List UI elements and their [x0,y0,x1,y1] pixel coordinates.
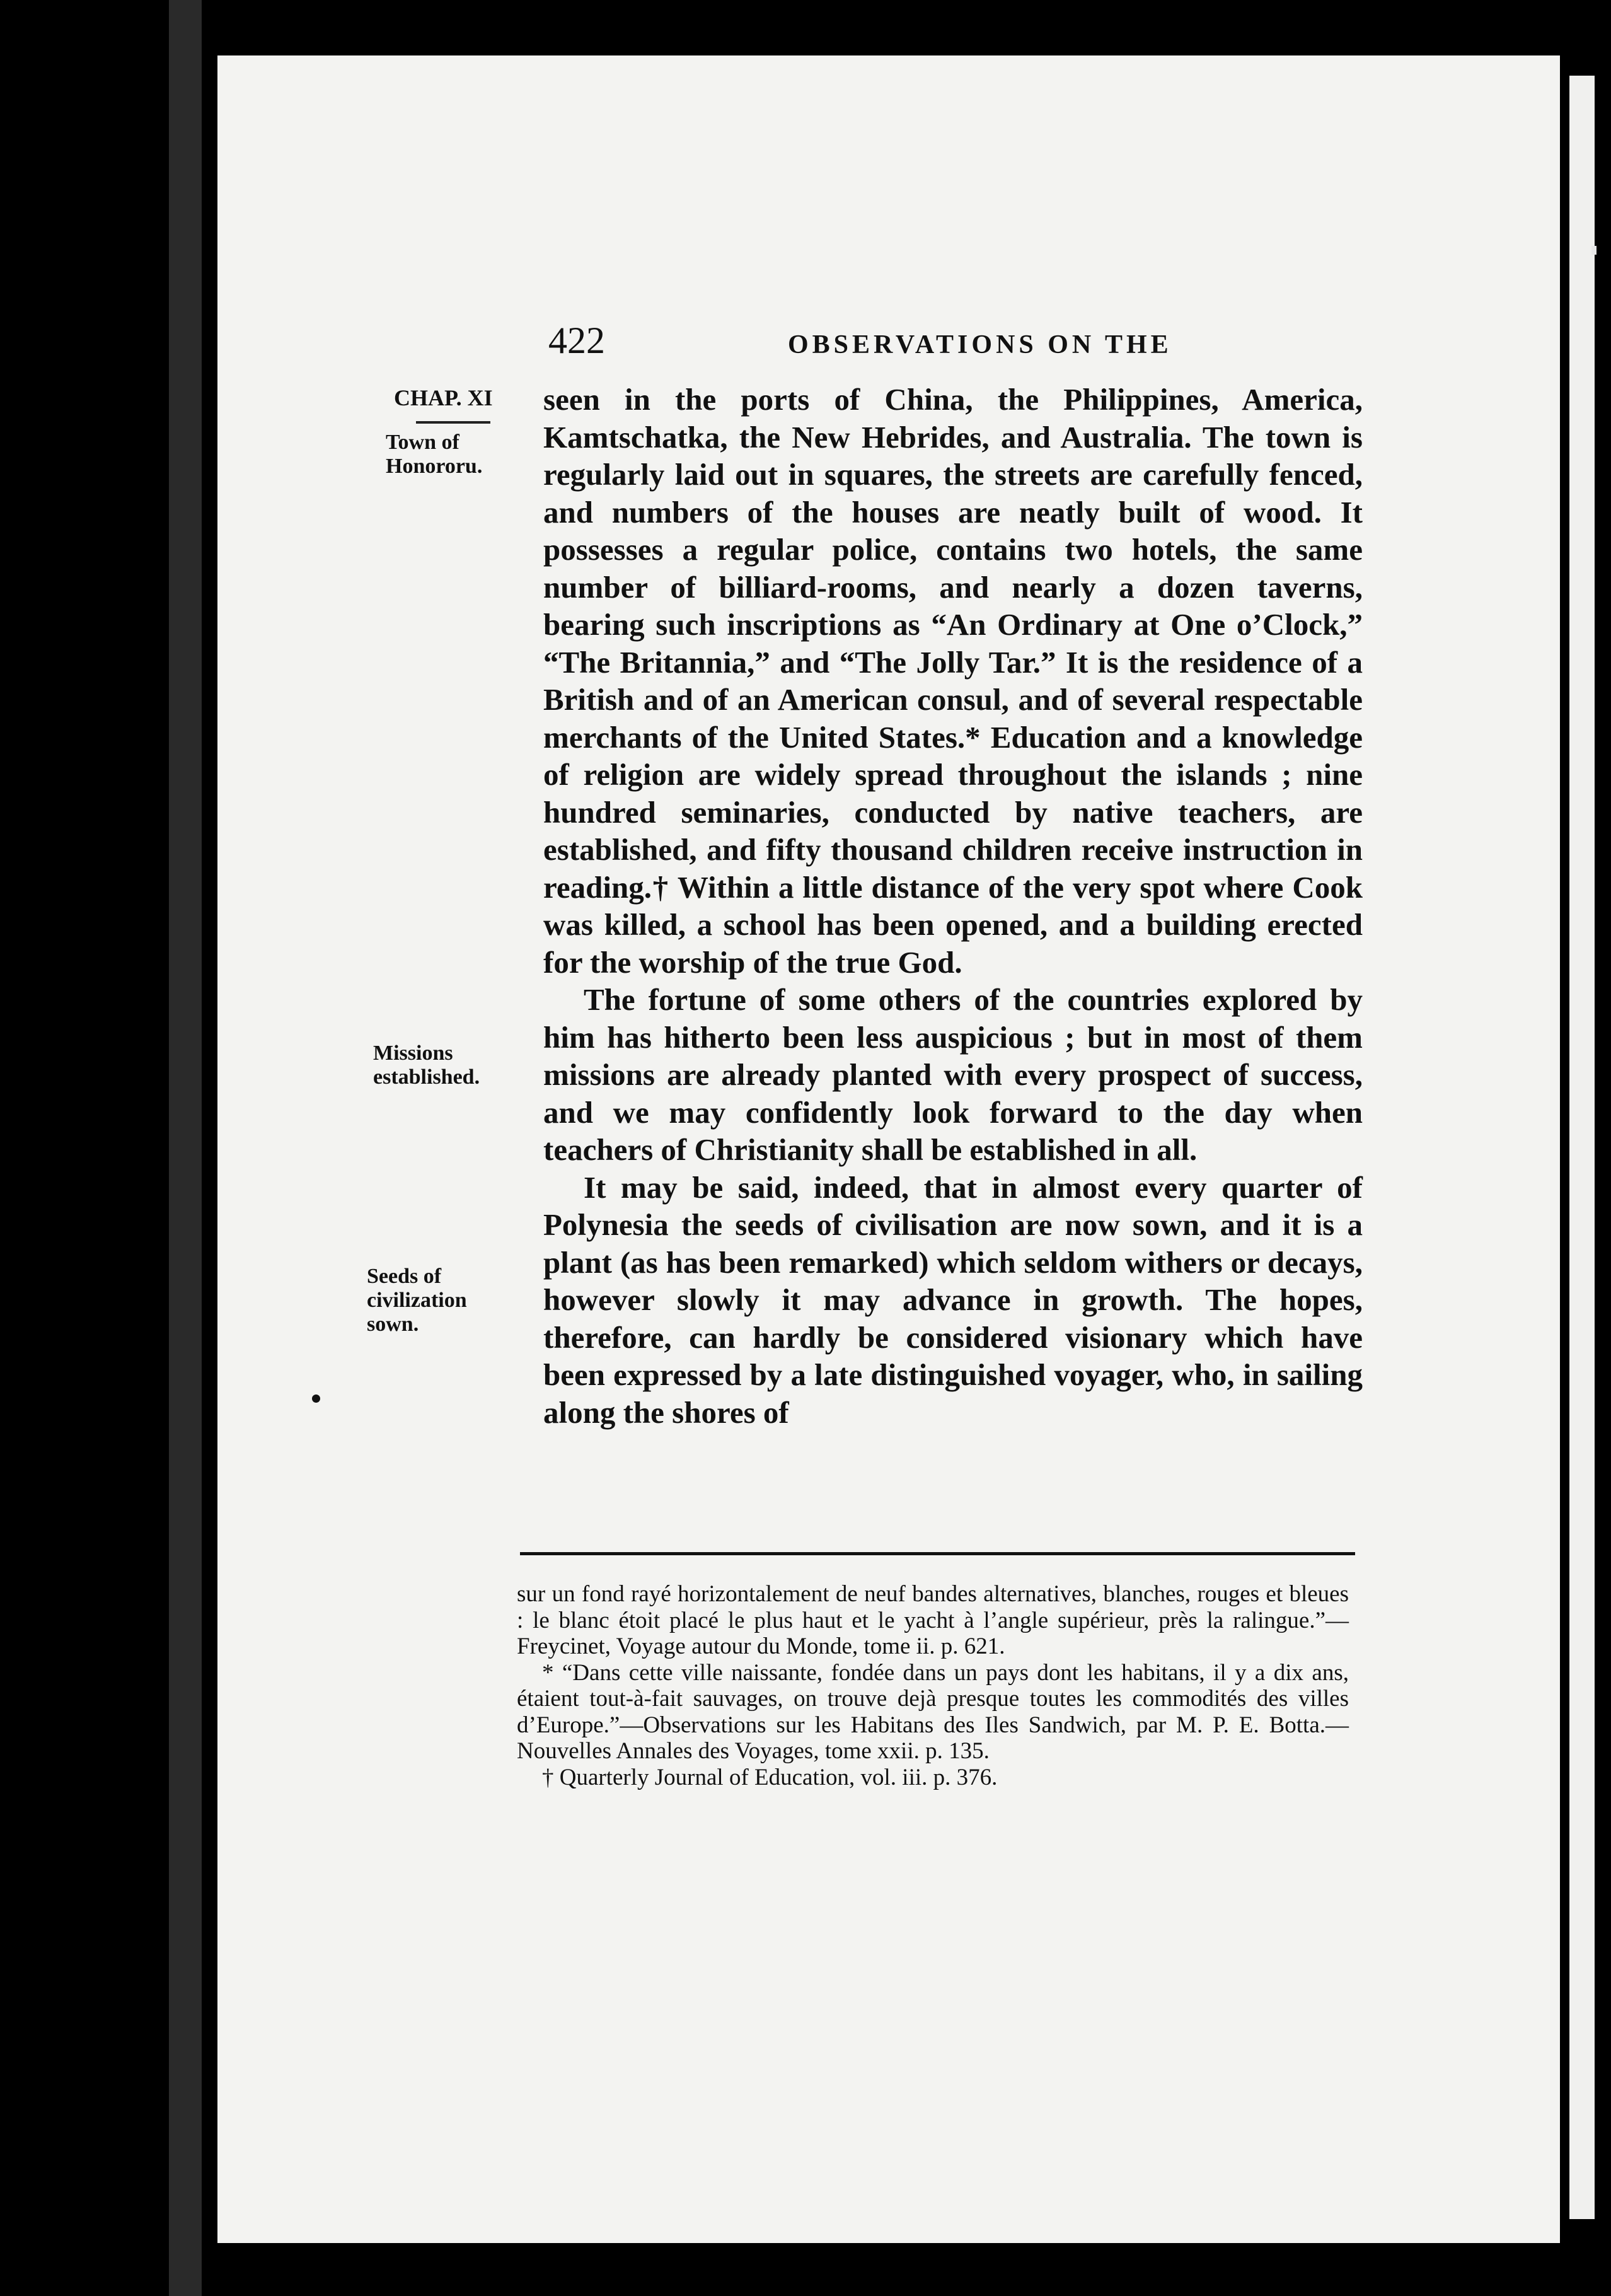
main-text [543,381,1363,1431]
town-sidenote: Town of Honororu. [386,431,483,478]
running-head: OBSERVATIONS ON THE [788,330,1172,359]
book-spine [169,0,202,2296]
footnote-continuation: sur un fond rayé horizontalement de neuf bandes alternatives, blanches, rouges et bleues : le blanc étoit placé le plus haut et le yacht à l’angle supérieur, près la ralingue.”—Freycinet, Voyage autour du Monde, tome ii. p. 621. [517,1581,1349,1659]
footnote-rule [520,1552,1355,1555]
footnotes [517,1581,1349,1790]
footnote-star: * “Dans cette ville naissante, fondée dans un pays dont les habitans, il y a dix ans, étaient tout-à-fait sauvages, on trouve dejà presque toutes les commodités des villes d’Europe.”—Observations sur les Habitans des Iles Sandwich, par M. P. E. Botta.—Nouvelles Annales des Voyages, tome xxii. p. 135. [517,1659,1349,1764]
missions-sidenote: Missions established. [373,1041,480,1089]
margin-dot [312,1394,320,1403]
next-page-edge [1569,76,1595,2219]
seeds-sidenote: Seeds of civilization sown. [367,1265,467,1336]
paragraph-1: seen in the ports of China, the Philippines, America, Kamtschatka, the New Hebrides, and Australia. The town is regularly laid out in squares, the streets are carefully fenced, and numbers of the houses are neatly built of wood. It possesses a regular police, contains two hotels, the same number of billiard-rooms, and nearly a dozen taverns, bearing such inscriptions as “An Ordinary at One o’Clock,” “The Britannia,” and “The Jolly Tar.” It is the residence of a British and of an American consul, and of several respectable merchants of the United States.* Education and a knowledge of religion are widely spread throughout the islands ; nine hundred seminaries, conducted by native teachers, are established, and fifty thousand children receive instruction in reading.† Within a little distance of the very spot where Cook was killed, a school has been opened, and a building erected for the worship of the true God. [543,382,1363,980]
footnote-dagger: † Quarterly Journal of Education, vol. iii. p. 376. [542,1764,998,1790]
edge-mark [1591,246,1597,255]
chapter-rule [416,421,490,424]
page-header [548,315,1481,366]
chapter-sidenote: CHAP. XI [394,385,493,410]
paragraph-3: It may be said, indeed, that in almost every quarter of Polynesia the seeds of civilisation are now sown, and it is a plant (as has been remarked) which seldom withers or decays, however slowly it may advance in growth. The hopes, therefore, can hardly be considered visionary which have been expressed by a late distinguished voyager, who, in sailing along the shores of [543,1169,1363,1430]
page-number: 422 [548,320,605,361]
paragraph-2: The fortune of some others of the countries explored by him has hitherto been less auspicious ; but in most of them missions are already planted with every prospect of success, and we may confidently look forward to the day when teachers of Christianity shall be established in all. [543,982,1363,1167]
